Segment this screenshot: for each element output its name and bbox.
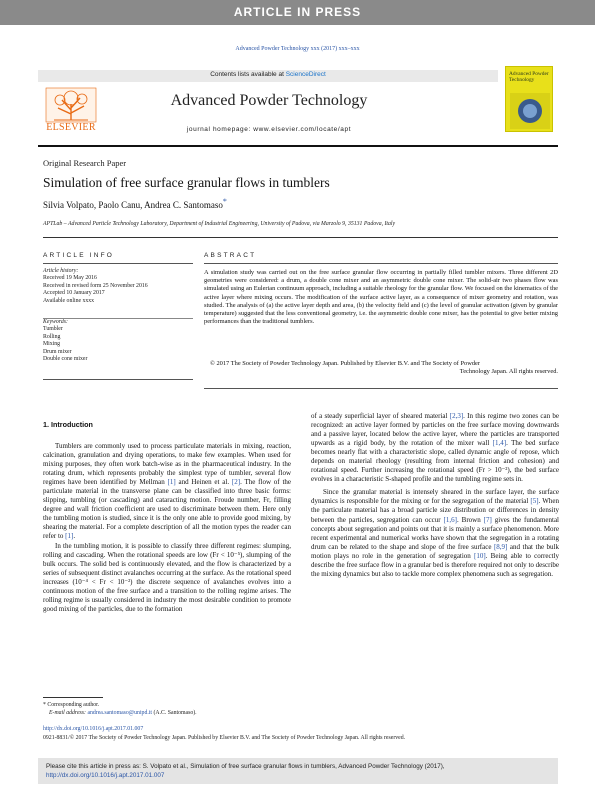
abstract-rule — [204, 263, 558, 264]
sciencedirect-link[interactable]: ScienceDirect — [285, 71, 326, 78]
history-item: Accepted 10 January 2017 — [43, 290, 105, 297]
citation-link[interactable]: [1,6] — [443, 515, 457, 524]
citation-link[interactable]: [1,4] — [492, 439, 507, 448]
footnote — [43, 702, 558, 717]
article-type: Original Research Paper — [43, 158, 127, 168]
homepage-link[interactable]: www.elsevier.com/locate/apt — [253, 126, 352, 133]
copyright-line-2: Technology Japan. All rights reserved. — [459, 368, 558, 376]
keywords-label: Keywords: — [43, 319, 68, 326]
journal-cover-thumbnail[interactable] — [505, 66, 553, 132]
email-label: E-mail address: — [49, 709, 86, 716]
corresponding-author-note: * Corresponding author. — [43, 702, 100, 708]
citation-link[interactable]: [1] — [65, 532, 74, 541]
history-item: Received 19 May 2016 — [43, 275, 97, 282]
text: and Heinen et al. — [175, 478, 232, 487]
footnote-rule — [43, 697, 103, 698]
text: . The flow of the particulate material in the transverse plane can be classified into three basic forms: slipping, tumbling (or cascading) and cataracting motion. Froude number, Fr, filling degree and wall friction coefficient are used to discriminate between them. Here only the tumbling motion is studied, since it is the only one able to provide good mixing, by shearing the material. For a complete description of all the motion types the reader can refer to — [43, 478, 291, 541]
text: . — [73, 532, 76, 541]
journal-title: Advanced Powder Technology — [170, 92, 368, 109]
info-rule — [43, 263, 193, 264]
cover-image — [510, 93, 550, 129]
publisher-name: ELSEVIER — [46, 122, 96, 133]
email-link[interactable]: andrea.santomaso@unipd.it — [87, 709, 153, 716]
homepage-prefix: journal homepage: — [186, 126, 254, 133]
info-bottom-rule — [43, 379, 193, 380]
paragraph: In the tumbling motion, it is possible to classify three different regimes: slumping, rolling and cascading. When the rotational speeds are low (Fr < 10⁻⁵), slumping of the bulk occurs. The solid bed is continuously elevated, and the flow is characterized by a series of subsequent distinct avalanches occurring at the surface. As the rotational speed increases (10⁻⁴ < Fr < 10⁻²) the discrete sequence of avalanches evolves into a continuous motion of the free surface and a transition to the rolling regime arises. The rolling regime is usually considered in industry the most desirable condition to promote good mixing of the particles, due to the formation — [43, 541, 291, 613]
affiliation: APTLab – Advanced Particle Technology Laboratory, Department of Industrial Engineering, University of Padova, via Marzolo 9, 35131 Padova, Italy — [43, 221, 396, 227]
article-title: Simulation of free surface granular flows in tumblers — [43, 175, 330, 190]
citation-text: Please cite this article in press as: S. Volpato et al., Simulation of free surface granular flows in tumblers, Advanced Powder Technology (2017), — [46, 763, 445, 770]
paragraph — [311, 488, 559, 578]
history-label: Article history: — [43, 268, 79, 274]
header-rule — [38, 145, 558, 147]
abstract-heading: ABSTRACT — [204, 252, 257, 259]
cover-title: Advanced Powder Technology — [509, 71, 549, 83]
citation-link[interactable]: [1] — [167, 478, 176, 487]
text: Since the granular material is intensely sheared in the surface layer, the surface dynamics is responsible for the mixing or for the segregation of the material — [311, 488, 559, 506]
keyword-item: Double cone mixer — [43, 356, 88, 363]
author-list — [43, 197, 227, 210]
corresponding-author-mark[interactable]: * — [222, 197, 227, 206]
affiliation-rule — [43, 237, 558, 238]
abstract-text: A simulation study was carried out on the free surface granular flow occurring in partially filled tumbler mixers. Three different 2D geometries were considered: a drum, a double cone mixer and an asymmetric double cone mixer. The solid-air two phases flow was simulated using an Eulerian continuum approach, including a suitable rheology for the granular flow. We focused on the kinematics of the active layer where mixing occurs. The modification of the surface active layer, as a consequence of mixer geometry and rotation, was studied. The analysis of (a) the active layer depth and area, (b) the velocity field and (c) the level of granular activation (given by granular temperature) suggested that the less conventional geometry, i.e. the asymmetric double cone mixer, has the potential to give better mixing performances than the traditional tumblers. — [204, 269, 558, 326]
issn-copyright: 0921-8831/© 2017 The Society of Powder Technology Japan. Published by Elsevier B.V. and The Society of Powder Technology Japan. All rights reserved. — [43, 735, 406, 741]
text: . When the particulate material has a broad particle size distribution or differences in density between the particles, segregation can occur — [311, 497, 559, 524]
text: . The bed surface becomes nearly flat with a characteristic slope, called dynamic angle of repose, which depends on material rheology (resulting from internal friction and cohesion) and rotational speed. Further increasing the rotational speed (Fr > 10⁻²), the bed surface evolves in a characteristic S-shaped profile and the tumbling regime sets in. — [311, 439, 559, 484]
citation-link[interactable]: [10] — [474, 551, 486, 560]
citation-doi-link[interactable]: http://dx.doi.org/10.1016/j.apt.2017.01.007 — [46, 772, 165, 779]
body-column-left — [43, 442, 291, 614]
journal-header — [38, 66, 498, 142]
authors-text: Silvia Volpato, Paolo Canu, Andrea C. Santomaso — [43, 200, 223, 210]
abstract-copyright — [204, 360, 558, 376]
doi-link[interactable]: http://dx.doi.org/10.1016/j.apt.2017.01.007 — [43, 726, 144, 732]
citation-link[interactable]: [2] — [231, 478, 241, 487]
article-info-heading: ARTICLE INFO — [43, 252, 115, 259]
copyright-line-1: © 2017 The Society of Powder Technology Japan. Published by Elsevier B.V. and The Society of Powder — [210, 360, 480, 367]
keyword-item: Drum mixer — [43, 348, 72, 355]
contents-prefix: Contents lists available at — [210, 71, 286, 78]
email-suffix: (A.C. Santomaso). — [152, 709, 197, 716]
text: . Brown — [456, 515, 484, 524]
contents-line — [38, 71, 498, 78]
text: Tumblers are commonly used to process particulate materials in mixing, reaction, calcination, granulation and drying operations, to make few examples. When used for mixing purposes, they often work batch-wise as in the pharmaceutical industry. In the rotating drum, which represents probably the simplest type of tumbler, several flow regimes have been identified by Mellman — [43, 442, 291, 487]
history-item: Received in revised form 25 November 2016 — [43, 282, 148, 289]
history-item: Available online xxxx — [43, 297, 95, 304]
journal-homepage — [102, 126, 436, 133]
abstract-bottom-rule — [204, 388, 558, 389]
text: . In this regime two zones can be recognized: an active layer formed by particles on the free surface moving downwards and a passive layer, located below the active layer, where the particles are transported upwards as a rigid body, by the rotation of the mixer wall — [311, 412, 559, 448]
text: gives the fundamental concepts about segregation and points out that it is mainly a surface phenomenon. More recent experimental and numerical works have shown that the segregation in a rotating drum can be related to the shape and slope of the free surface — [311, 515, 559, 551]
article-info — [43, 268, 193, 363]
article-in-press-banner: ARTICLE IN PRESS — [0, 0, 595, 25]
keyword-item: Tumbler — [43, 326, 63, 333]
keyword-item: Mixing — [43, 341, 61, 348]
keywords-rule — [43, 318, 193, 319]
citation-link[interactable]: [8,9] — [493, 542, 508, 551]
text: . Being able to correctly describe the free surface flow in a granular bed is therefore required not only to describe the mixing dynamics but also to tackle more complex phenomena such as segregation. — [311, 551, 559, 578]
text: of a steady superficial layer of sheared material — [311, 412, 450, 420]
paragraph — [43, 442, 291, 542]
email-line — [43, 710, 558, 718]
citation-box — [38, 758, 558, 784]
keyword-item: Rolling — [43, 333, 61, 340]
citation-link[interactable]: [5] — [530, 497, 539, 506]
paragraph — [311, 412, 559, 484]
citation-link[interactable]: [2,3] — [449, 412, 464, 420]
journal-reference[interactable]: Advanced Powder Technology xxx (2017) xxx–xxx — [235, 46, 360, 52]
section-title-introduction: 1. Introduction — [43, 420, 93, 429]
body-column-right — [311, 412, 559, 579]
text: and that the bulk motion plays no role in the generation of segregation — [311, 542, 560, 560]
citation-link[interactable]: [7] — [483, 515, 492, 524]
